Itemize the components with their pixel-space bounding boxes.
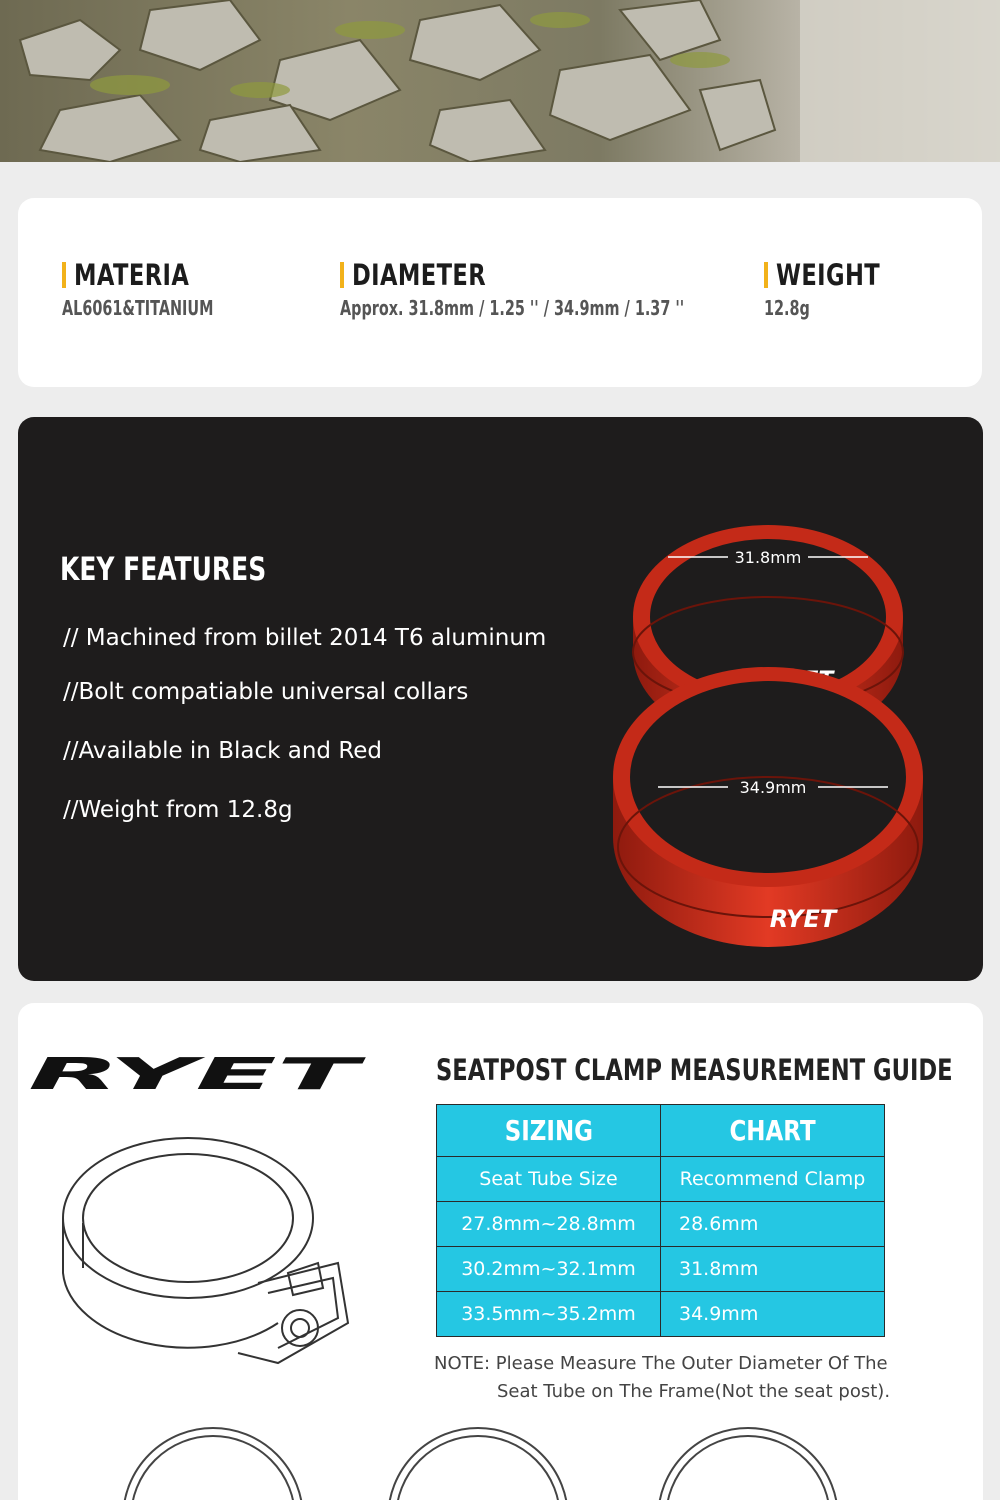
spec-card bbox=[18, 198, 982, 387]
accent-bar bbox=[340, 262, 344, 288]
guide-note: NOTE: Please Measure The Outer Diameter Of The bbox=[434, 1353, 888, 1374]
large-ring bbox=[613, 667, 923, 947]
brand-logo-text: RYET bbox=[28, 1053, 367, 1095]
table-cell: 33.5mm~35.2mm bbox=[437, 1292, 661, 1337]
table-header-cell: SIZING bbox=[437, 1105, 661, 1157]
feature-item: //Available in Black and Red bbox=[63, 738, 383, 764]
spec-value: AL6061&TITANIUM bbox=[62, 296, 214, 320]
table-header-cell: CHART bbox=[661, 1105, 885, 1157]
table-cell: 28.6mm bbox=[661, 1202, 885, 1247]
table-row bbox=[437, 1202, 885, 1247]
ring-large-label: 34.9mm bbox=[739, 778, 807, 797]
hero-rock-photo bbox=[0, 0, 1000, 162]
table-cell: 27.8mm~28.8mm bbox=[437, 1202, 661, 1247]
table-cell: 30.2mm~32.1mm bbox=[437, 1247, 661, 1292]
feature-item: //Bolt compatiable universal collars bbox=[63, 679, 469, 705]
features-title: KEY FEATURES bbox=[60, 550, 267, 588]
bottom-ring-outlines bbox=[118, 1418, 918, 1500]
sizing-table bbox=[436, 1104, 885, 1337]
table-subheader-row bbox=[437, 1157, 885, 1202]
ring-brand-logo: RYET bbox=[769, 905, 837, 933]
table-subheader-cell: Seat Tube Size bbox=[437, 1157, 661, 1202]
table-cell: 34.9mm bbox=[661, 1292, 885, 1337]
feature-item: //Weight from 12.8g bbox=[63, 797, 293, 823]
spec-material bbox=[62, 258, 272, 320]
spec-label: DIAMETER bbox=[352, 258, 487, 292]
table-row bbox=[437, 1247, 885, 1292]
clamp-rings-image bbox=[598, 487, 958, 967]
spec-weight bbox=[764, 258, 909, 320]
ryet-logo bbox=[28, 1053, 368, 1095]
table-row bbox=[437, 1292, 885, 1337]
spec-label: MATERIA bbox=[74, 258, 190, 292]
table-subheader-cell: Recommend Clamp bbox=[661, 1157, 885, 1202]
spec-value: Approx. 31.8mm / 1.25 '' / 34.9mm / 1.37 '' bbox=[340, 296, 685, 320]
guide-note: Seat Tube on The Frame(Not the seat post). bbox=[497, 1381, 891, 1402]
ring-small-label: 31.8mm bbox=[734, 548, 802, 567]
table-cell: 31.8mm bbox=[661, 1247, 885, 1292]
accent-bar bbox=[62, 262, 66, 288]
accent-bar bbox=[764, 262, 768, 288]
spec-label: WEIGHT bbox=[776, 258, 881, 292]
table-header-row bbox=[437, 1105, 885, 1157]
measurement-guide-card bbox=[18, 1003, 983, 1500]
feature-item: // Machined from billet 2014 T6 aluminum bbox=[63, 625, 547, 651]
key-features-card bbox=[18, 417, 983, 981]
spec-diameter bbox=[340, 258, 818, 320]
guide-title: SEATPOST CLAMP MEASUREMENT GUIDE bbox=[436, 1053, 953, 1087]
spec-value: 12.8g bbox=[764, 296, 810, 320]
clamp-sketch-image bbox=[38, 1123, 398, 1413]
